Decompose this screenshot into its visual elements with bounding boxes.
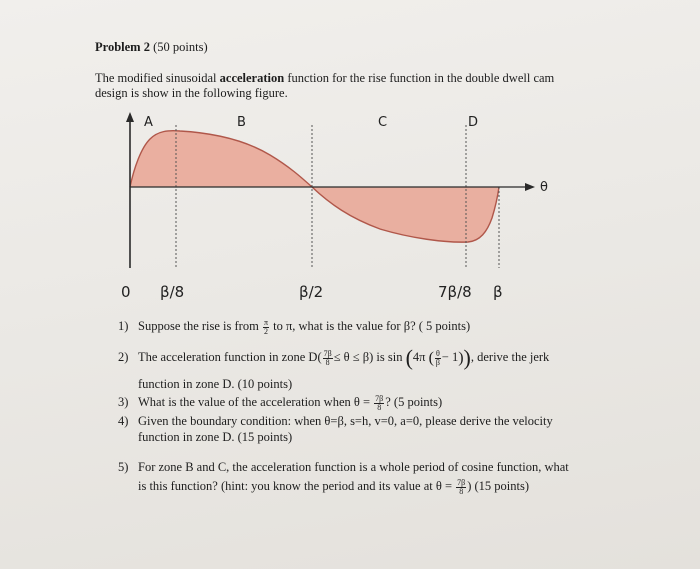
q3-fraction bbox=[374, 395, 384, 412]
q2-text-a: The acceleration function in zone D bbox=[138, 350, 318, 364]
q3-text-b: ? (5 points) bbox=[385, 395, 443, 409]
intro-text-a: The modified sinusoidal bbox=[95, 71, 217, 85]
q3-text-a: What is the value of the acceleration when θ = bbox=[138, 395, 371, 409]
q3-frac-num: 7β bbox=[375, 393, 384, 403]
intro-bold-word: acceleration bbox=[219, 71, 285, 85]
q5-frac-den: 8 bbox=[459, 486, 464, 496]
q2-paren: ( bbox=[317, 350, 322, 364]
question-5-text: For zone B and C, the acceleration function is a whole period of cosine function, what bbox=[138, 460, 569, 474]
q5-fraction bbox=[456, 479, 466, 496]
positive-acceleration-region bbox=[130, 131, 312, 187]
question-1-text bbox=[138, 318, 470, 336]
q1-text-b: to π, what is the value for β? ( 5 points) bbox=[273, 319, 471, 333]
q1-frac-den: 2 bbox=[263, 326, 268, 336]
q2-text-e: , derive the jerk bbox=[470, 350, 550, 364]
vertical-axis-arrow bbox=[126, 112, 134, 122]
tick-label-beta-8: β/8 bbox=[160, 283, 185, 301]
q2-text-c: 4π bbox=[412, 350, 426, 364]
question-4-number: 4) bbox=[118, 414, 129, 428]
theta-axis-arrow bbox=[525, 183, 535, 191]
question-2-line-2: function in zone D. (10 points) bbox=[138, 377, 293, 391]
q1-text-a: Suppose the rise is from bbox=[138, 319, 259, 333]
zone-label-d: D bbox=[468, 115, 479, 130]
problem-number: Problem 2 bbox=[95, 40, 150, 54]
question-5-number: 5) bbox=[118, 460, 129, 474]
theta-axis-label: θ bbox=[540, 180, 548, 195]
question-2-number: 2) bbox=[118, 350, 129, 364]
question-1-number: 1) bbox=[118, 319, 129, 333]
negative-acceleration-region bbox=[312, 187, 499, 242]
q2-fraction-2 bbox=[435, 350, 441, 367]
question-5 bbox=[118, 459, 678, 477]
zone-label-a: A bbox=[144, 115, 153, 130]
q2-mid-paren-close: ) bbox=[458, 349, 464, 367]
q1-fraction bbox=[263, 319, 269, 336]
question-3-text bbox=[138, 394, 442, 412]
tick-label-0: 0 bbox=[121, 283, 131, 301]
question-3 bbox=[118, 394, 658, 414]
question-5-line-2 bbox=[138, 478, 658, 498]
q5-text-a: is this function? (hint: you know the period and its value at θ = bbox=[138, 479, 453, 493]
intro-line-2: design is show in the following figure. bbox=[95, 86, 288, 100]
tick-label-beta: β bbox=[493, 283, 503, 301]
question-4-text: Given the boundary condition: when θ=β, s=h, v=0, a=0, please derive the velocity bbox=[138, 414, 553, 428]
q2-mid-paren-open: ( bbox=[428, 349, 434, 367]
q2-frac2-den: β bbox=[435, 357, 440, 367]
zone-label-c: C bbox=[378, 115, 388, 130]
tick-label-beta-2: β/2 bbox=[299, 283, 324, 301]
q2-big-paren-close: ) bbox=[463, 345, 471, 371]
q2-text-b: ≤ θ ≤ β) is sin bbox=[333, 350, 403, 364]
q5-text-b: ) (15 points) bbox=[467, 479, 530, 493]
q5-frac-num: 7β bbox=[457, 477, 466, 487]
question-2 bbox=[118, 345, 678, 373]
question-2-text bbox=[138, 345, 550, 371]
q2-text-d: − 1 bbox=[441, 350, 459, 364]
q3-frac-den: 8 bbox=[377, 402, 382, 412]
q2-big-paren-open: ( bbox=[405, 345, 413, 371]
question-4-line-2: function in zone D. (15 points) bbox=[138, 430, 293, 444]
question-1 bbox=[118, 318, 658, 338]
q2-frac2-num: θ bbox=[435, 348, 440, 358]
intro-text-b: function for the rise function in the double dwell cam bbox=[287, 71, 555, 85]
q1-frac-num: π bbox=[263, 317, 268, 327]
tick-label-7beta-8: 7β/8 bbox=[438, 283, 472, 301]
q2-frac1-num: 7β bbox=[323, 348, 332, 358]
problem-points: (50 points) bbox=[153, 40, 208, 54]
q2-frac1-den: 8 bbox=[325, 357, 330, 367]
question-3-number: 3) bbox=[118, 395, 129, 409]
zone-label-b: B bbox=[237, 115, 246, 130]
q2-fraction-1 bbox=[323, 350, 333, 367]
